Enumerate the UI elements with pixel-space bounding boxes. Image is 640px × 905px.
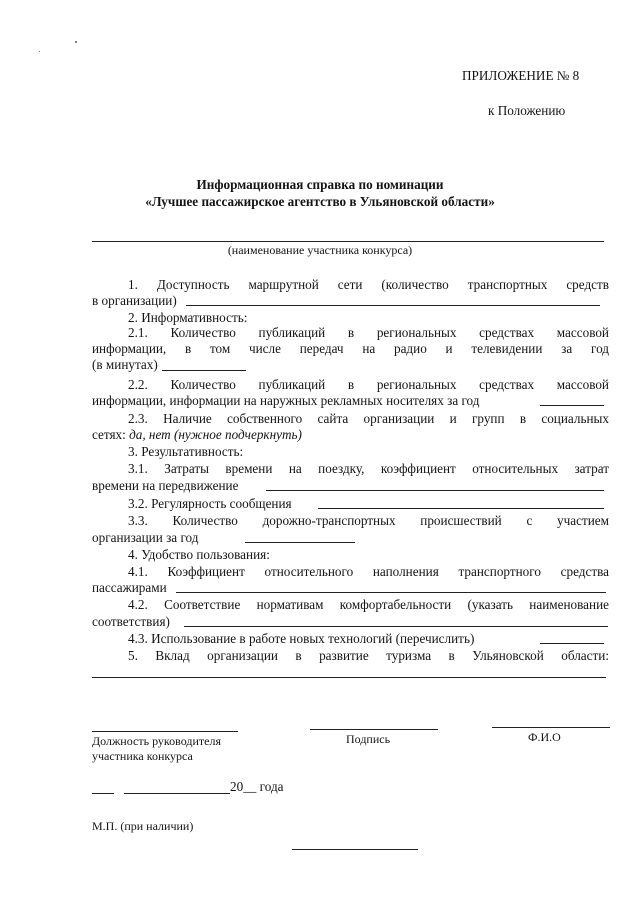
item-3-1-field[interactable] bbox=[266, 490, 604, 491]
item-4-3-field[interactable] bbox=[540, 643, 604, 644]
item-3-heading: 3. Результативность: bbox=[128, 444, 244, 459]
item-2-2-line1: 2.2. Количество публикаций в региональных средствах массовой bbox=[128, 377, 609, 392]
date-month-field[interactable] bbox=[124, 793, 230, 794]
position-label-line2: участника конкурса bbox=[92, 749, 193, 763]
item-2-3-options[interactable]: да, нет (нужное подчеркнуть) bbox=[129, 427, 302, 442]
item-4-1-line1: 4.1. Коэффициент относительного наполнения транспортного средства bbox=[128, 564, 609, 579]
doc-title-line1: Информационная справка по номинации bbox=[196, 177, 444, 192]
item-3-2-field[interactable] bbox=[318, 508, 604, 509]
date-year-text: 20__ года bbox=[230, 779, 284, 794]
item-2-1-line1: 2.1. Количество публикаций в региональных средствах массовой bbox=[128, 325, 609, 340]
item-3-2: 3.2. Регулярность сообщения bbox=[128, 496, 292, 511]
item-2-3-line2 bbox=[92, 427, 302, 443]
signature-label: Подпись bbox=[346, 732, 391, 746]
date-day-field[interactable] bbox=[92, 793, 114, 794]
item-3-3-field[interactable] bbox=[245, 542, 355, 543]
item-3-1-line1: 3.1. Затраты времени на поездку, коэффициент относительных затрат bbox=[128, 461, 609, 476]
appendix-number: ПРИЛОЖЕНИЕ № 8 bbox=[462, 68, 580, 83]
item-2-2-field[interactable] bbox=[540, 405, 604, 406]
item-1-line1: 1. Доступность маршрутной сети (количество транспортных средств bbox=[128, 277, 609, 292]
full-name-line[interactable] bbox=[492, 727, 610, 728]
participant-caption: (наименование участника конкурса) bbox=[227, 243, 413, 257]
item-4-2-line1: 4.2. Соответствие нормативам комфортабельности (указать наименование bbox=[128, 597, 609, 612]
item-5: 5. Вклад организации в развитие туризма в Ульяновской области: bbox=[128, 648, 609, 663]
stamp-line[interactable] bbox=[292, 849, 418, 850]
item-4-3: 4.3. Использование в работе новых технологий (перечислить) bbox=[128, 631, 475, 646]
regulation-reference: к Положению bbox=[488, 103, 566, 118]
item-2-3-label: сетях: bbox=[92, 427, 126, 442]
stamp-label: М.П. (при наличии) bbox=[92, 819, 194, 833]
item-2-1-line2: информации, в том числе передач на радио и телевидении за год bbox=[92, 341, 609, 356]
item-2-2-line2: информации, информации на наружных рекламных носителях за год bbox=[92, 393, 480, 408]
item-4-1-line2: пассажирами bbox=[92, 580, 167, 595]
doc-title-line2: «Лучшее пассажирское агентство в Ульяновской области» bbox=[145, 194, 495, 209]
participant-name-line[interactable] bbox=[92, 241, 604, 242]
item-2-1-line3: (в минутах) bbox=[92, 357, 158, 372]
item-4-2-line2: соответствия) bbox=[92, 614, 170, 629]
item-3-3-line2: организации за год bbox=[92, 530, 199, 545]
position-line[interactable] bbox=[92, 731, 238, 732]
signature-line[interactable] bbox=[310, 729, 438, 730]
item-1-line2: в организации) bbox=[92, 293, 177, 308]
item-2-1-field[interactable] bbox=[162, 370, 246, 371]
item-2-3-line1: 2.3. Наличие собственного сайта организации и групп в социальных bbox=[128, 411, 609, 426]
full-name-label: Ф.И.О bbox=[528, 730, 561, 744]
position-label-line1: Должность руководителя bbox=[92, 734, 221, 748]
item-3-1-line2: времени на передвижение bbox=[92, 478, 239, 493]
item-3-3-line1: 3.3. Количество дорожно-транспортных происшествий с участием bbox=[128, 513, 609, 528]
scan-speck bbox=[39, 51, 40, 52]
item-2-heading: 2. Информативность: bbox=[128, 310, 248, 325]
item-5-field[interactable] bbox=[92, 677, 606, 678]
item-4-2-field[interactable] bbox=[184, 626, 608, 627]
scan-speck bbox=[75, 41, 77, 43]
item-4-1-field[interactable] bbox=[176, 592, 606, 593]
item-1-field[interactable] bbox=[186, 305, 600, 306]
item-4-heading: 4. Удобство пользования: bbox=[128, 547, 270, 562]
